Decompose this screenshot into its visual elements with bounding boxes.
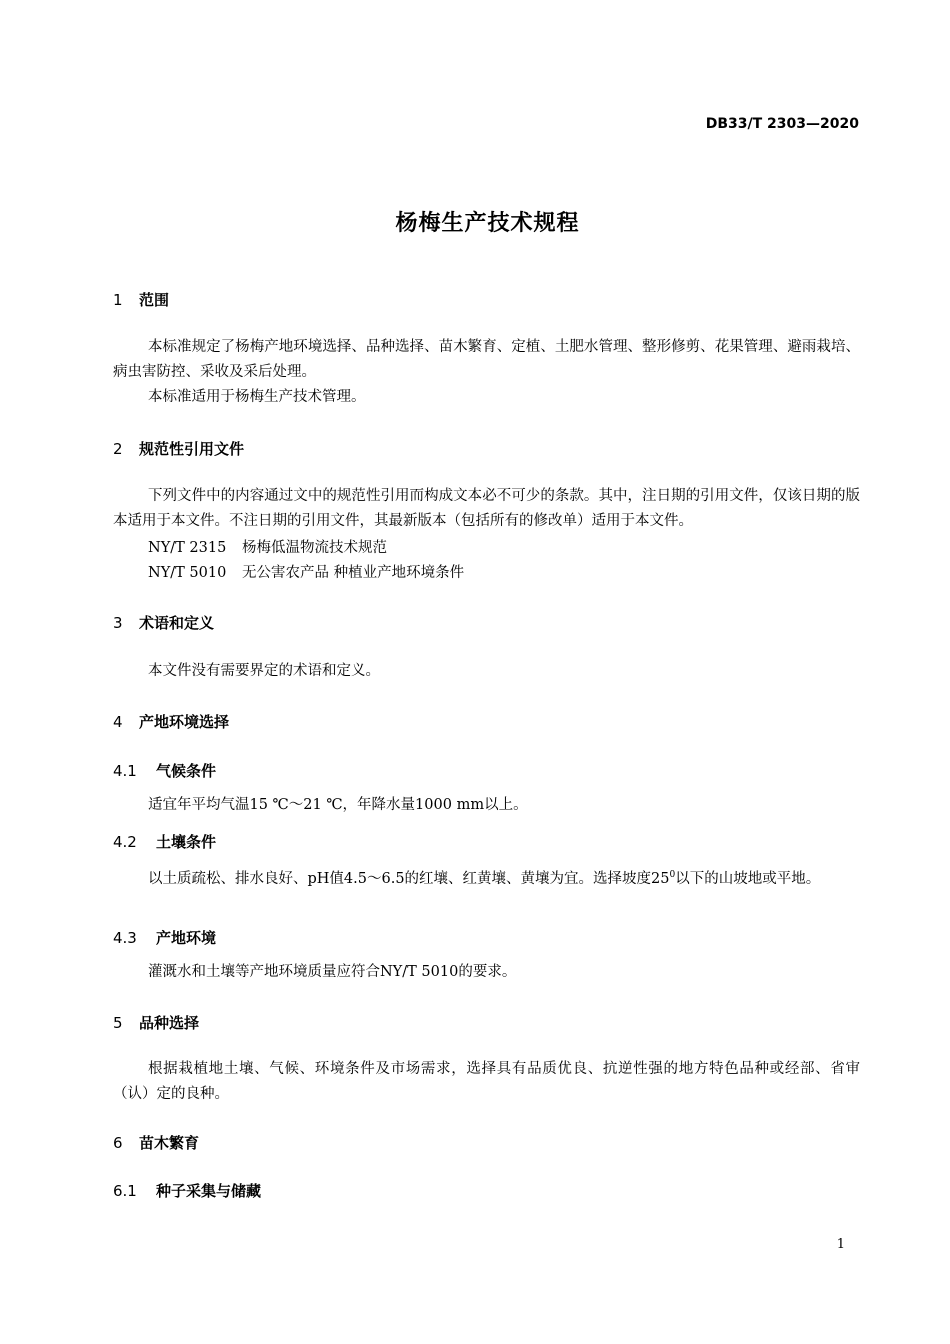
subsection-4-3-text: 灌溉水和土壤等产地环境质量应符合NY/T 5010的要求。 (148, 964, 517, 980)
section-1-paragraph-1: 本标准规定了杨梅产地环境选择、品种选择、苗木繁育、定植、土肥水管理、整形修剪、花果管理、避雨栽培、病虫害防控、采收及采后处理。 (113, 339, 860, 380)
subsection-4-1-heading (113, 760, 216, 781)
subsection-4-1-text: 适宜年平均气温15 ℃～21 ℃，年降水量1000 mm以上。 (148, 797, 528, 813)
subsection-number: 4.1 (113, 762, 137, 780)
subsection-6-1-heading (113, 1180, 261, 1201)
section-5-heading (113, 1012, 199, 1033)
subsection-4-2-text (113, 863, 860, 892)
section-4-heading (113, 711, 229, 732)
text-part: 以下的山坡地或平地。 (675, 870, 821, 887)
section-5-paragraph-1: 根据栽植地土壤、气候、环境条件及市场需求，选择具有品质优良、抗逆性强的地方特色品种或经部、省审（认）定的良种。 (113, 1061, 860, 1102)
section-number: 2 (113, 440, 123, 458)
section-number: 1 (113, 291, 123, 309)
document-title: 杨梅生产技术规程 (395, 211, 580, 236)
subsection-4-2-heading (113, 831, 216, 852)
text-part: 以土质疏松、排水良好、pH值4.5～6.5的红壤、红黄壤、黄壤为宜。选择坡度25 (148, 870, 670, 887)
section-title: 苗木繁育 (139, 1134, 200, 1152)
reference-code: NY/T 2315 (148, 540, 227, 556)
reference-item (148, 536, 387, 557)
section-1-heading (113, 289, 169, 310)
section-title: 术语和定义 (139, 614, 215, 632)
section-6-heading (113, 1132, 199, 1153)
section-title: 规范性引用文件 (139, 440, 245, 458)
section-3-paragraph-1: 本文件没有需要界定的术语和定义。 (148, 663, 380, 679)
section-number: 4 (113, 713, 123, 731)
section-1-paragraph-2: 本标准适用于杨梅生产技术管理。 (148, 389, 366, 405)
standard-code: DB33/T 2303—2020 (705, 116, 859, 132)
section-number: 3 (113, 614, 123, 632)
superscript-degree: 0 (669, 870, 676, 880)
section-title: 产地环境选择 (139, 713, 230, 731)
section-3-heading (113, 612, 214, 633)
subsection-title: 产地环境 (156, 929, 217, 947)
reference-item (148, 561, 464, 582)
section-title: 范围 (139, 291, 170, 309)
section-2-heading (113, 438, 244, 459)
page-number: 1 (836, 1237, 845, 1252)
reference-code: NY/T 5010 (148, 565, 227, 581)
subsection-title: 气候条件 (156, 762, 217, 780)
section-number: 6 (113, 1134, 123, 1152)
section-2-paragraph-1: 下列文件中的内容通过文中的规范性引用而构成文本必不可少的条款。其中，注日期的引用文件，仅该日期的版本适用于本文件。不注日期的引用文件，其最新版本（包括所有的修改单）适用于本文件。 (113, 488, 860, 529)
subsection-number: 4.2 (113, 833, 137, 851)
subsection-number: 4.3 (113, 929, 137, 947)
section-title: 品种选择 (139, 1014, 200, 1032)
subsection-4-3-heading (113, 927, 216, 948)
reference-name: 杨梅低温物流技术规范 (242, 540, 387, 556)
section-number: 5 (113, 1014, 123, 1032)
subsection-number: 6.1 (113, 1182, 137, 1200)
subsection-title: 土壤条件 (156, 833, 217, 851)
reference-name: 无公害农产品 种植业产地环境条件 (242, 565, 465, 581)
subsection-title: 种子采集与储藏 (156, 1182, 262, 1200)
